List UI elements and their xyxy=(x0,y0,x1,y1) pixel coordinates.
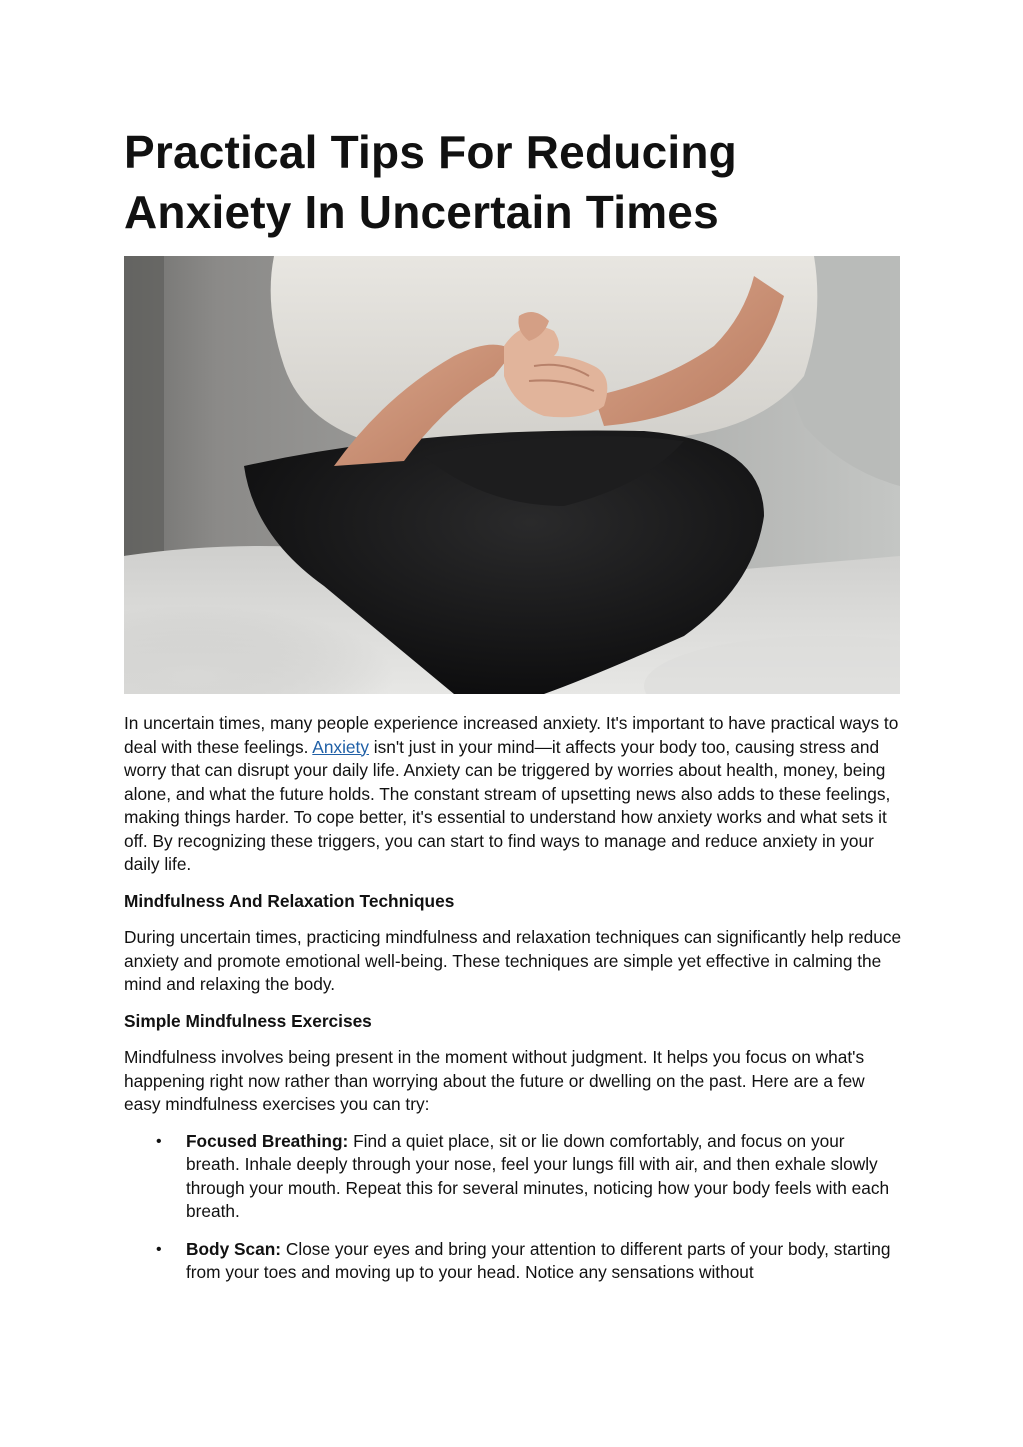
section-text-simple-exercises: Mindfulness involves being present in the moment without judgment. It helps you focus on what's happening right now rather than worrying about the future or dwelling on the past. Here are a few easy mindfulness exercises you can try: xyxy=(124,1047,865,1114)
tips-list xyxy=(124,1130,902,1285)
tip-text: Find a quiet place, sit or lie down comfortably, and focus on your breath. Inhale deeply through your nose, feel your lungs fill with air, and then exhale slowly through your mouth. Repeat this for several minutes, noticing how your body feels with each breath. xyxy=(186,1130,890,1221)
section-heading-mindfulness-relaxation: Mindfulness And Relaxation Techniques xyxy=(124,890,455,911)
title-line-2: Anxiety In Uncertain Times xyxy=(124,186,719,238)
title-line-1: Practical Tips For Reducing xyxy=(124,126,737,178)
list-item xyxy=(156,1130,902,1224)
intro-text-after: isn't just in your mind—it affects your body too, causing stress and worry that can disrupt your daily life. Anxiety can be triggered by worries about health, money, being alone, and what the future holds. The constant stream of upsetting news also adds to these feelings, making things harder. To cope better, it's essential to understand how anxiety works and what sets it off. By recognizing these triggers, you can start to find ways to manage and reduce anxiety in your daily life. xyxy=(124,736,891,874)
tip-label: Focused Breathing: xyxy=(186,1130,349,1151)
hero-image-meditating-hands xyxy=(124,256,900,694)
article xyxy=(124,122,902,1299)
tip-label: Body Scan: xyxy=(186,1238,282,1259)
section-heading-simple-exercises: Simple Mindfulness Exercises xyxy=(124,1010,372,1031)
section-text-mindfulness-relaxation: During uncertain times, practicing mindfulness and relaxation techniques can significantly help reduce anxiety and promote emotional well-being. These techniques are simple yet effective in calming the mind and relaxing the body. xyxy=(124,927,902,994)
intro-paragraph xyxy=(124,712,902,877)
bullet-icon: • xyxy=(156,1132,162,1150)
intro-text-before: In uncertain times, many people experience increased anxiety. It's important to have practical ways to deal with these feelings. xyxy=(124,713,899,757)
anxiety-link[interactable]: Anxiety xyxy=(312,736,369,757)
bullet-icon: • xyxy=(156,1240,162,1258)
list-item xyxy=(156,1238,902,1285)
tip-text: Close your eyes and bring your attention to different parts of your body, starting from your toes and moving up to your head. Notice any sensations without xyxy=(186,1238,891,1282)
page-title xyxy=(124,122,902,242)
